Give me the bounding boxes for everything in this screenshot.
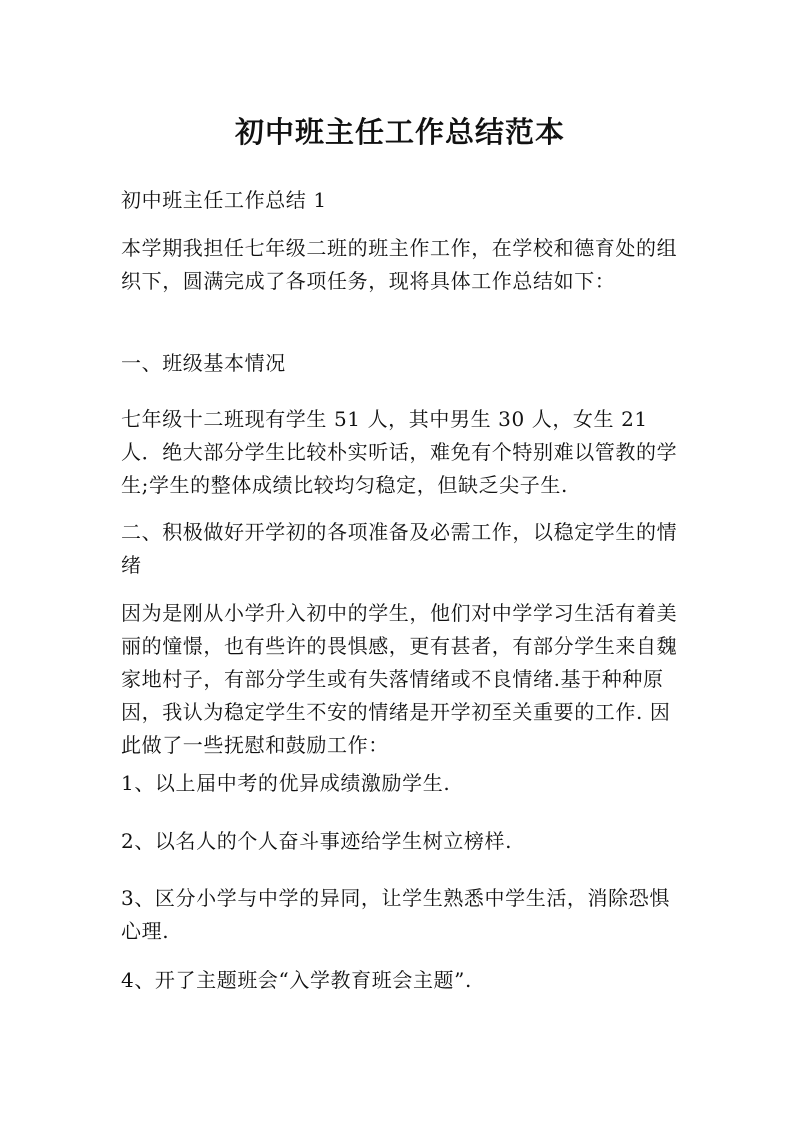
list-item: 1、以上届中考的优异成绩激励学生. [121,771,451,795]
document-title: 初中班主任工作总结范本 [234,115,565,149]
list-item: 3、区分小学与中学的异同，让学生熟悉中学生活，消除恐惧心理. [121,886,670,943]
section-heading-1: 一、班级基本情况 [121,351,286,375]
list-item: 4、开了主题班会“入学教育班会主题”. [121,968,472,992]
section-body-1: 七年级十二班现有学生 51 人，其中男生 30 人，女生 21 人．绝大部分学生比较朴实听话，难免有个特别难以管教的学生;学生的整体成绩比较均匀稳定，但缺乏尖子生. [121,407,678,497]
section-heading-2: 二、积极做好开学初的各项准备及必需工作，以稳定学生的情绪 [121,520,678,577]
list-item: 2、以名人的个人奋斗事迹给学生树立榜样. [121,829,513,853]
document-subtitle: 初中班主任工作总结 1 [121,188,327,212]
section-body-2: 因为是刚从小学升入初中的学生，他们对中学学习生活有着美丽的憧憬，也有些许的畏惧感，更有甚者，有部分学生来自魏家地村子，有部分学生或有失落情绪或不良情绪.基于种种原因，我认为稳定学生不安的情绪是开学初至关重要的工作. 因此做了一些抚慰和鼓励工作： [121,601,678,757]
intro-paragraph: 本学期我担任七年级二班的班主作工作，在学校和德育处的组织下，圆满完成了各项任务，现将具体工作总结如下： [121,236,678,293]
